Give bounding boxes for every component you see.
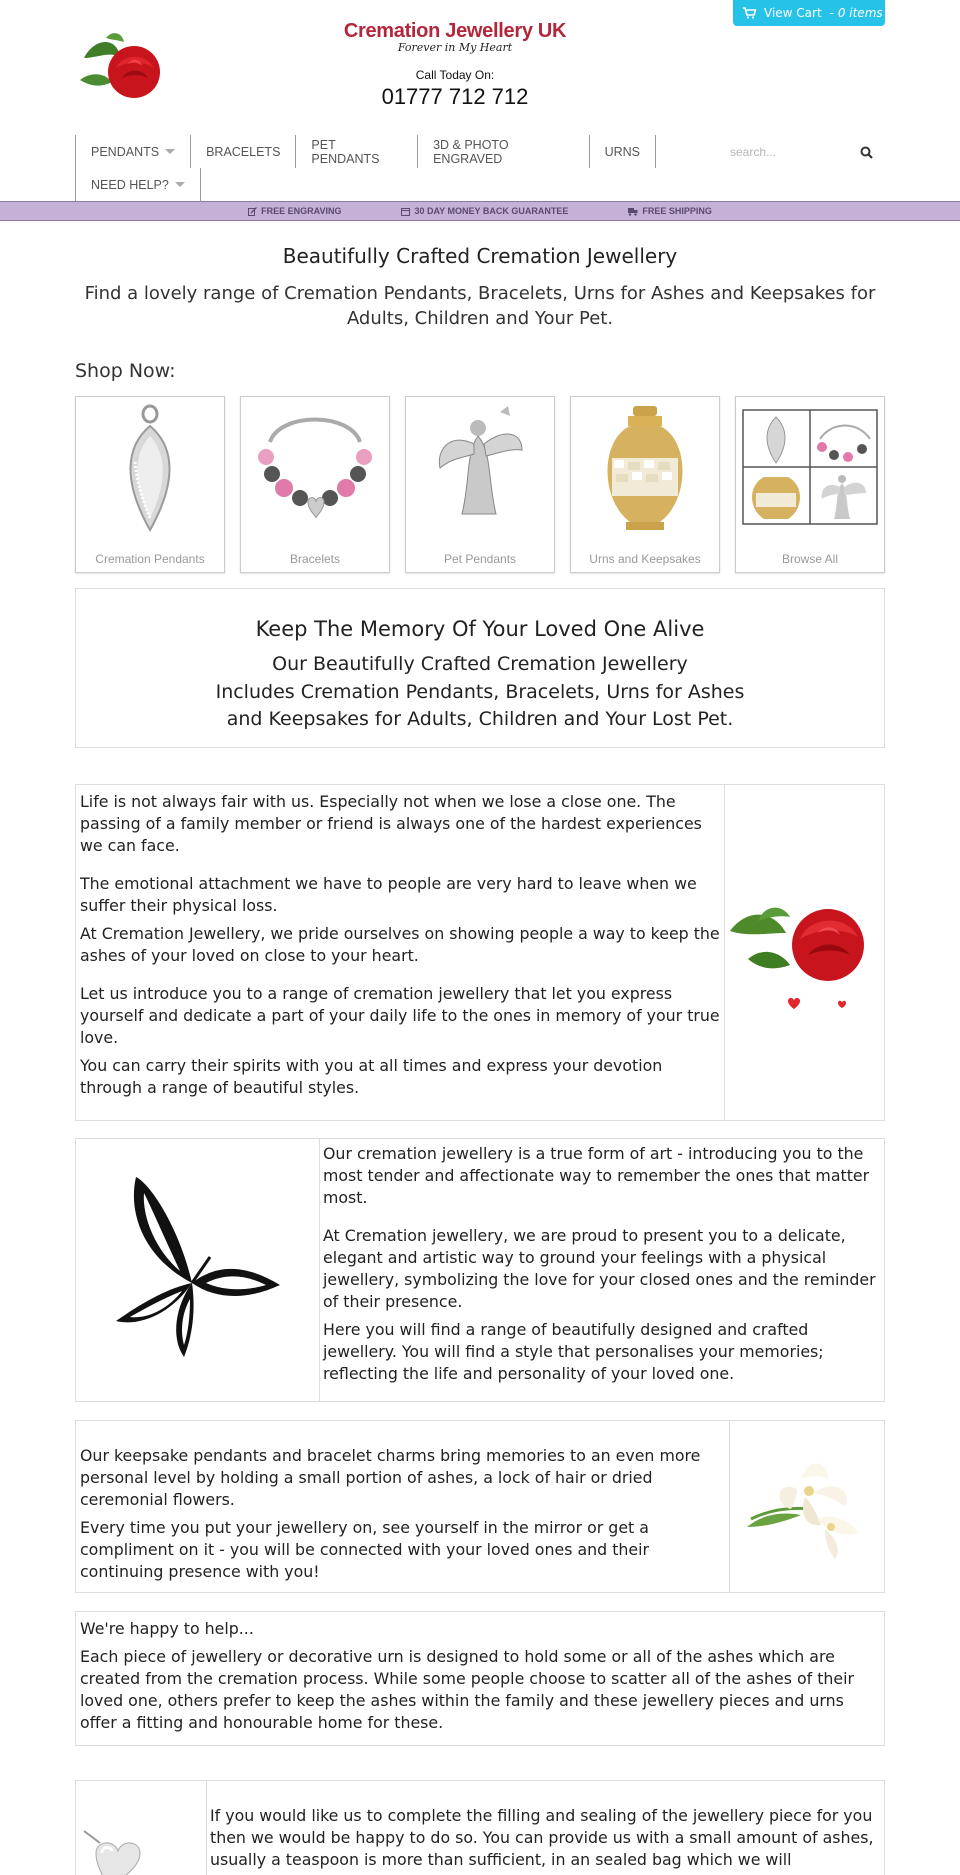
brand-tagline: Forever in My Heart	[397, 41, 513, 54]
nav-item-label: PENDANTS	[91, 144, 160, 159]
category-card-urns-keepsakes[interactable]	[570, 396, 720, 573]
truck-icon	[628, 207, 638, 216]
phone-number[interactable]: 01777 712 712	[381, 84, 529, 109]
filling-panel	[75, 1780, 885, 1875]
page-title: Beautifully Crafted Cremation Jewellery	[282, 244, 678, 268]
category-card-browse-all[interactable]	[735, 396, 885, 573]
free-engraving-label: FREE ENGRAVING	[261, 206, 342, 216]
cart-icon	[743, 7, 756, 19]
angel-pendant-image	[406, 397, 554, 537]
nav-item-label: 3D & PHOTO ENGRAVED	[433, 137, 509, 166]
nav-item-need-help[interactable]	[75, 168, 201, 201]
paragraph: Our cremation jewellery is a true form of art - introducing you to the most tender and affectionate way to remember the ones that matter most.	[323, 1144, 870, 1207]
paragraph: Life is not always fair with us. Especially not when we lose a close one. The passing of a family member or friend is always one of the hardest experiences we can face.	[80, 792, 702, 855]
paragraph: At Cremation Jewellery, we pride ourselves on showing people a way to keep the ashes of your loved on close to your heart.	[80, 924, 720, 965]
heart-pendant-image	[82, 1823, 142, 1875]
nav-item-pet-pendants[interactable]	[295, 135, 418, 168]
cart-label: View Cart	[764, 6, 822, 20]
main-nav	[75, 135, 655, 201]
lily-flowers-image	[741, 1449, 871, 1564]
paragraph: You can carry their spirits with you at all times and express your devotion through a range of beautiful styles.	[80, 1056, 663, 1097]
memory-title: Keep The Memory Of Your Loved One Alive	[255, 617, 705, 641]
butterfly-image	[100, 1171, 290, 1361]
free-shipping-badge	[628, 206, 712, 216]
panel-divider	[206, 1781, 207, 1875]
panel-divider	[724, 785, 725, 1120]
help-heading: We're happy to help...	[80, 1619, 254, 1638]
bracelet-image	[241, 397, 389, 537]
search-input[interactable]	[720, 145, 860, 159]
red-rose-image	[728, 881, 882, 1011]
nav-item-label: NEED HELP?	[91, 177, 169, 192]
panel-divider	[729, 1421, 730, 1592]
paragraph: The emotional attachment we have to people are very hard to leave when we suffer their physical loss.	[80, 874, 697, 915]
search-icon[interactable]	[860, 146, 873, 159]
nav-item-urns[interactable]	[589, 135, 656, 168]
chevron-down-icon	[175, 182, 185, 187]
memory-text	[76, 651, 884, 734]
view-cart-button[interactable]	[733, 0, 885, 26]
nav-item-label: BRACELETS	[206, 144, 281, 159]
page-subtitle: Find a lovely range of Cremation Pendants, Bracelets, Urns for Ashes and Keepsakes for Adults, Children and Your Pet.	[84, 283, 876, 329]
money-back-badge	[401, 206, 568, 216]
keepsake-panel-text	[80, 1445, 720, 1589]
keepsake-panel	[75, 1420, 885, 1593]
category-label: Urns and Keepsakes	[589, 552, 701, 566]
shop-now-heading: Shop Now:	[75, 360, 176, 382]
nav-item-label: PET PENDANTS	[311, 137, 380, 166]
memory-line: and Keepsakes for Adults, Children and Your Lost Pet.	[226, 708, 734, 730]
free-engraving-badge	[248, 206, 341, 216]
filling-panel-text	[210, 1805, 882, 1875]
nav-item-pendants[interactable]	[75, 135, 191, 168]
calendar-icon	[401, 207, 410, 216]
category-grid	[75, 396, 885, 573]
money-back-label: 30 DAY MONEY BACK GUARANTEE	[414, 206, 569, 216]
category-card-cremation-pendants[interactable]	[75, 396, 225, 573]
art-panel	[75, 1138, 885, 1402]
nav-item-label: URNS	[604, 144, 640, 159]
paragraph: Each piece of jewellery or decorative urn is designed to hold some or all of the ashes which are created from the cremation process. While some people choose to scatter all of the ashes of their loved one, others prefer to keep the ashes within the family and these jewellery pieces and urns offer a fitting and honourable home for these.	[80, 1647, 855, 1732]
category-card-pet-pendants[interactable]	[405, 396, 555, 573]
cart-count: - 0 items	[829, 6, 883, 20]
category-label: Pet Pendants	[443, 552, 517, 566]
intro-panel-text	[80, 791, 720, 1105]
pendant-image	[76, 397, 224, 537]
pencil-icon	[248, 207, 257, 216]
paragraph: Every time you put your jewellery on, see yourself in the mirror or get a compliment on it - you will be connected with your loved ones and their continuing presence with you!	[80, 1518, 650, 1581]
chevron-down-icon	[165, 149, 175, 154]
benefits-strip	[0, 201, 960, 221]
panel-divider	[319, 1139, 320, 1401]
art-panel-text	[323, 1143, 883, 1391]
browse-all-collage-image	[736, 397, 884, 537]
nav-item-bracelets[interactable]	[190, 135, 296, 168]
memory-line: Our Beautifully Crafted Cremation Jewellery	[272, 653, 688, 675]
rose-logo-image[interactable]	[76, 28, 172, 106]
search-box	[720, 140, 890, 164]
category-label: Bracelets	[289, 552, 341, 566]
urn-image	[571, 397, 719, 537]
help-panel	[75, 1611, 885, 1746]
call-label: Call Today On:	[415, 68, 495, 82]
paragraph: Our keepsake pendants and bracelet charms bring memories to an even more personal level by holding a small portion of ashes, a lock of hair or dried ceremonial flowers.	[80, 1446, 701, 1509]
nav-item-3d-photo-engraved[interactable]	[417, 135, 590, 168]
intro-panel	[75, 784, 885, 1121]
help-panel-text	[80, 1618, 880, 1740]
category-label: Browse All	[781, 552, 839, 566]
memory-line: Includes Cremation Pendants, Bracelets, Urns for Ashes	[215, 680, 745, 703]
paragraph: Let us introduce you to a range of cremation jewellery that let you express yourself and dedicate a part of your daily life to the ones in memory of your true love.	[80, 984, 720, 1047]
paragraph: If you would like us to complete the filling and sealing of the jewellery piece for you then we would be happy to do so. You can provide us with a small amount of ashes, usually a teaspoon is more than sufficient, in an sealed bag which we will	[210, 1806, 874, 1869]
category-card-bracelets[interactable]	[240, 396, 390, 573]
brand-name[interactable]: Cremation Jewellery UK	[343, 20, 567, 42]
paragraph: Here you will find a range of beautifully designed and crafted jewellery. You will find a style that personalises your memories; reflecting the life and personality of your loved one.	[323, 1320, 824, 1383]
memory-box	[75, 588, 885, 748]
brand-block	[320, 20, 590, 110]
free-shipping-label: FREE SHIPPING	[642, 206, 712, 216]
paragraph: At Cremation jewellery, we are proud to present you to a delicate, elegant and artistic way to ground your feelings with a physical jewellery, symbolizing the love for your closed ones and the reminder of their presence.	[323, 1226, 876, 1311]
category-label: Cremation Pendants	[95, 552, 205, 566]
